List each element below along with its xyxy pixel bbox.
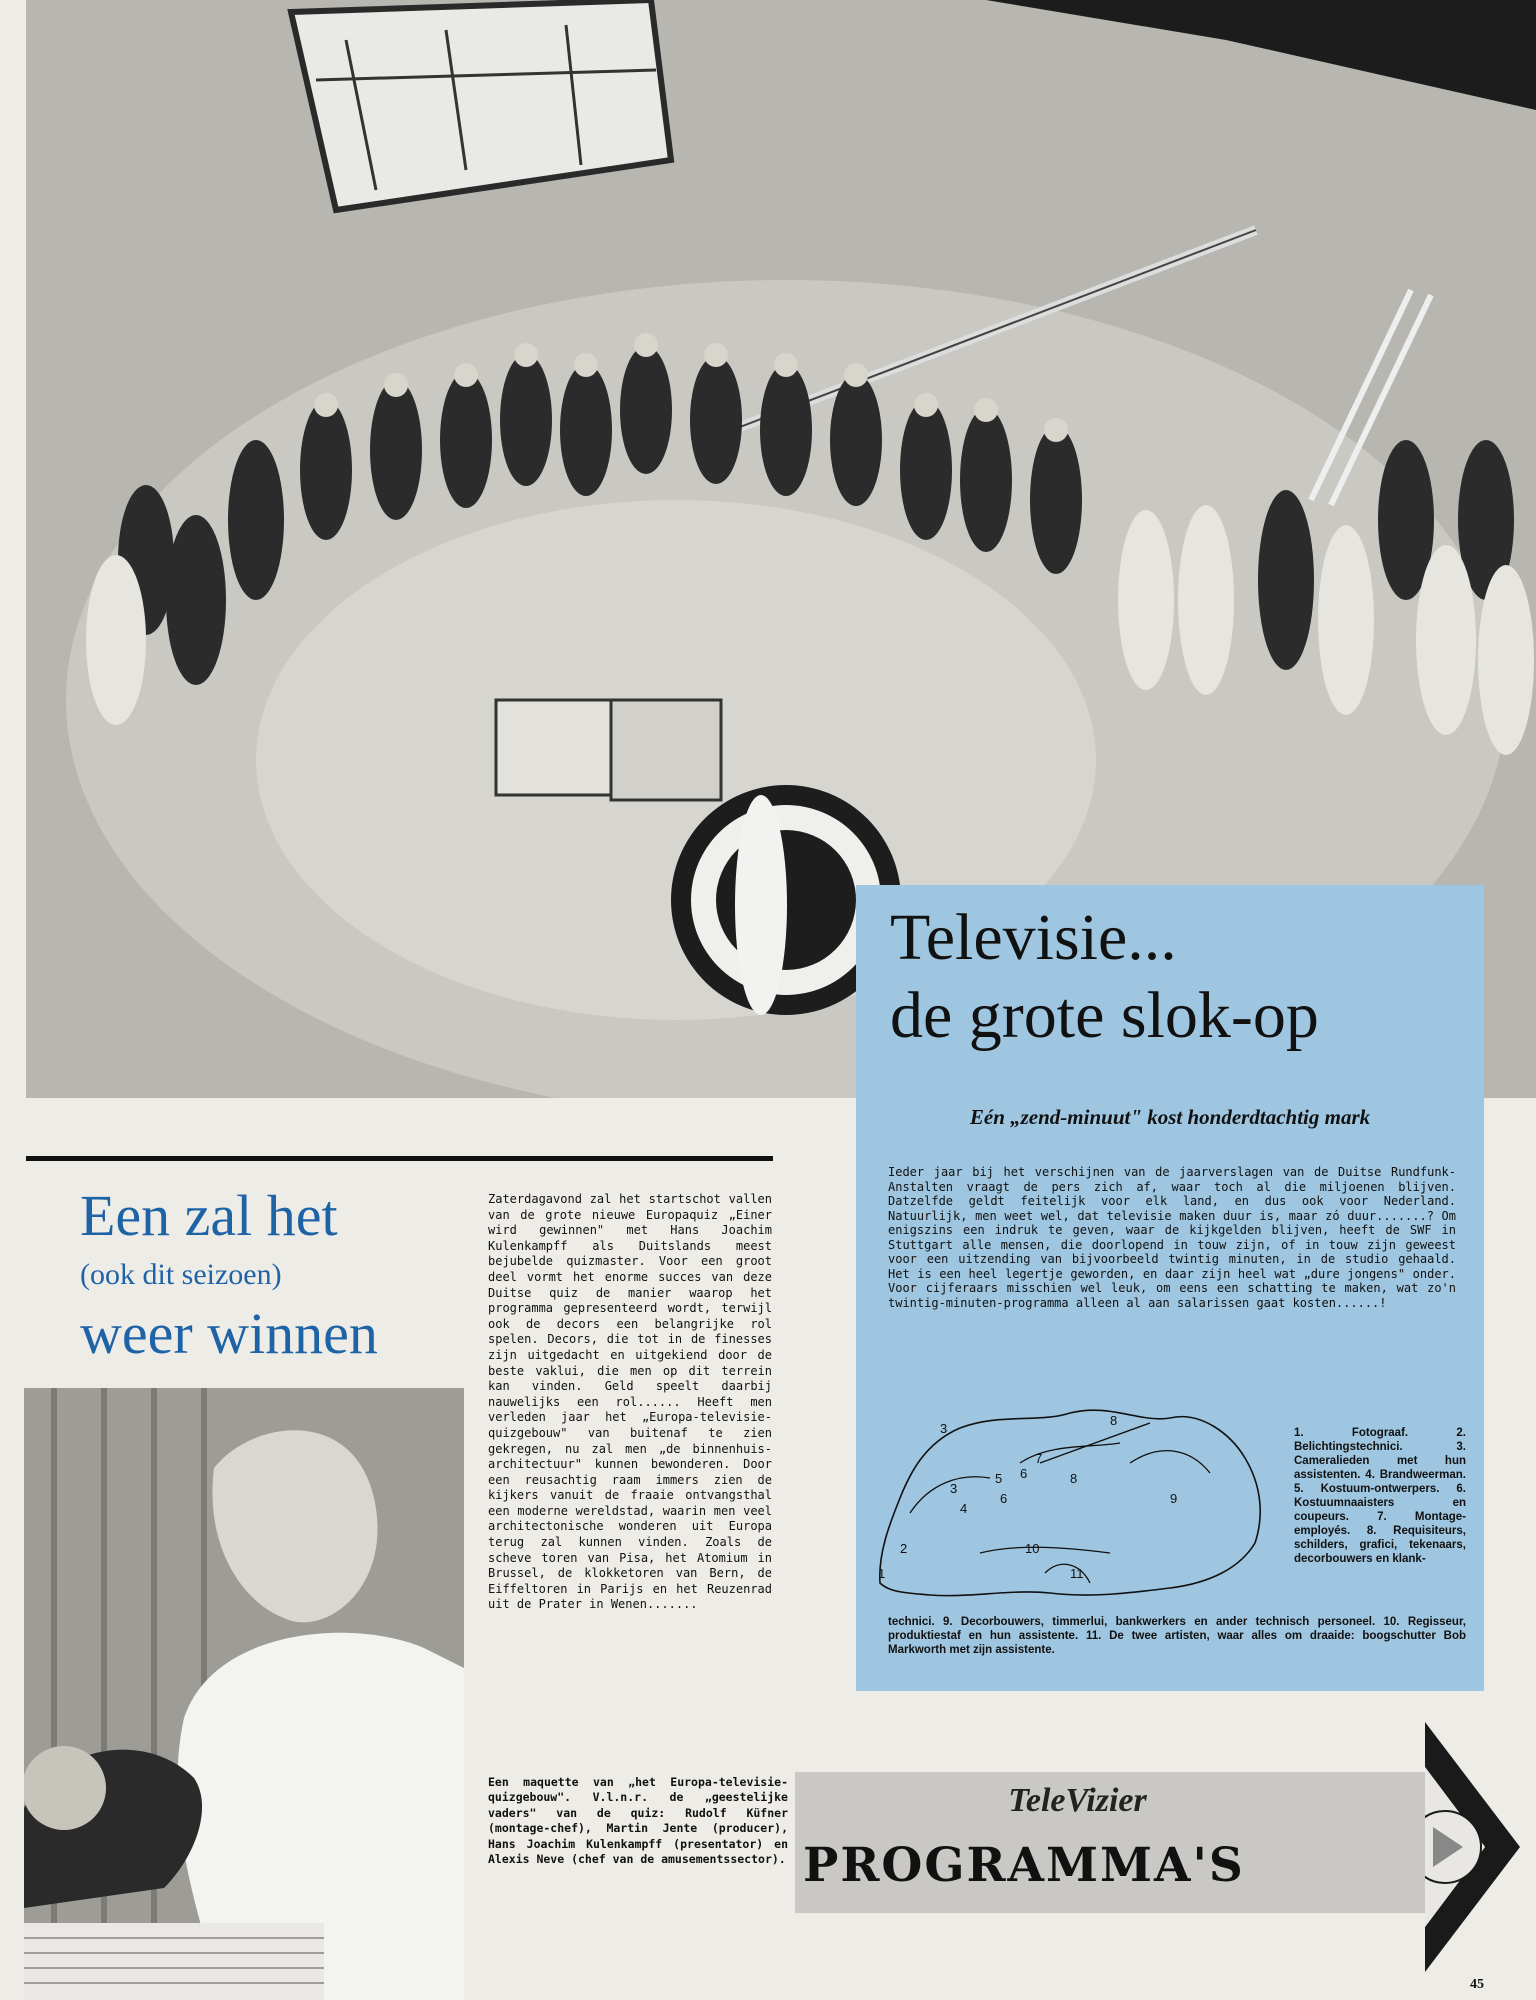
diagram-label: 11: [1070, 1566, 1084, 1581]
diagram-label: 4: [960, 1501, 968, 1516]
legend-text-bottom: technici. 9. Decorbouwers, timmerlui, bankwerkers en ander technisch personeel. 10. Regisseur, produktiestaf en hun assistente. 11. De twee artisten, waar alles om draaide: boogschutter Bob Markworth met zijn assistente.: [888, 1616, 1466, 1656]
banner-title: PROGRAMMA'S: [803, 1838, 1245, 1893]
diagram-label: 6: [1000, 1491, 1008, 1506]
banner-arrow-icon: [1425, 1722, 1520, 1972]
article-headline: [80, 1185, 378, 1365]
diagram-label: 6: [1020, 1466, 1028, 1481]
diagram-label: 3: [940, 1421, 948, 1436]
box-intro-text: Ieder jaar bij het verschijnen van de jaarverslagen van de Duitse Rundfunk-Anstalten vraagt de pers zich af, waar toch al die miljoenen blijven. Datzelfde geldt feitelijk voor elk land, en dus ook voor Nederland. Natuurlijk, men weet wel, dat televisie maken duur is, maar zó duur.......? Om enigszins een indruk te geven, waar de kijkgelden blijven, heeft de SWF in Stuttgart alle mensen, die doorlopend in touw zijn, of in touw zijn geweest voor een uitzending van bijvoorbeeld twintig minuten, in de studio gehaald. Het is een heel legertje geworden, en daar zijn heel wat „dure jongens" onder. Voor cijferaars misschien wel leuk, om eens een schatting te maken, wat zo'n twintig-minuten-programma alleen al aan salarissen gaat kosten......!: [888, 1165, 1456, 1310]
article-body: Zaterdagavond zal het startschot vallen van de grote nieuwe Europaquiz „Einer wird gewinnen" met Hans Joachim Kulenkampff als Duitslands meest bejubelde quizmaster. Voor een groot deel vormt het enorme succes van deze Duitse quiz de manier waarop het programma gepresenteerd wordt, terwijl ook de decors een belangrijke rol spelen. Decors, die tot in de finesses zijn uitgedacht en uitgekiend door de beste vaklui, die men op dit terrein kan vinden. Geld speelt daarbij nauwelijks een rol...... Heeft men verleden jaar het „Europa-televisie-quizgebouw" van buitenaf te zien gekregen, nu zal men „de binnenhuis-architectuur" kunnen bewonderen. Door een reusachtig raam immers zien de kijkers vanuit de fraaie ontvangsthal een moderne wereldstad, waarin men veel architectonische wonderen uit Europa terug zal kunnen vinden. Zoals de scheve toren van Pisa, het Atomium in Brussel, de klokketoren van Bern, de Eiffeltoren in Parijs en het Reuzenrad uit de Prater in Wenen.......: [488, 1192, 772, 1612]
box-title-line2: de grote slok-op: [890, 979, 1319, 1052]
photo-caption: Een maquette van „het Europa-televisie-quizgebouw". V.l.n.r. de „geestelijke vaders" van de quiz: Rudolf Küfner (montage-chef), Martin Jente (producer), Hans Joachim Kulenkampff (presentator) en Alexis Neve (chef van de amusementssector).: [488, 1775, 788, 1867]
headline-line2: (ook dit seizoen): [80, 1258, 282, 1291]
programmas-banner[interactable]: [795, 1772, 1435, 1913]
diagram-label: 7: [1035, 1451, 1043, 1466]
diagram-label: 1: [878, 1566, 886, 1581]
diagram-label: 10: [1025, 1541, 1040, 1556]
legend-text-right: 1. Fotograaf. 2. Belichtingstechnici. 3. Cameralieden met hun assistenten. 4. Brandweerman. 5. Kostuum-ontwerpers. 6. Kostuumnaaisters en coupeurs. 7. Montage-employés. 8. Requisiteurs, schilders, grafici, tekenaars, decorbouwers en klank-: [1294, 1427, 1466, 1565]
diagram-label: 8: [1070, 1471, 1078, 1486]
page-number: 45: [1470, 1977, 1484, 1992]
section-divider: [26, 1156, 773, 1161]
crew-diagram: [870, 1403, 1270, 1603]
headline-line3: weer winnen: [80, 1301, 378, 1366]
box-title-line1: Televisie...: [890, 901, 1177, 974]
diagram-label: 8: [1110, 1413, 1118, 1428]
diagram-label: 2: [900, 1541, 908, 1556]
box-title: [890, 899, 1319, 1055]
banner-brand: TeleVizier: [1008, 1782, 1147, 1819]
diagram-label: 3: [950, 1481, 958, 1496]
headline-line1: Een zal het: [80, 1183, 338, 1248]
info-box: [856, 885, 1484, 1691]
quizmaster-photo: [24, 1388, 464, 2000]
diagram-label: 9: [1170, 1491, 1178, 1506]
box-subtitle: Eén „zend-minuut" kost honderdtachtig mark: [969, 1105, 1371, 1129]
diagram-label: 5: [995, 1471, 1003, 1486]
